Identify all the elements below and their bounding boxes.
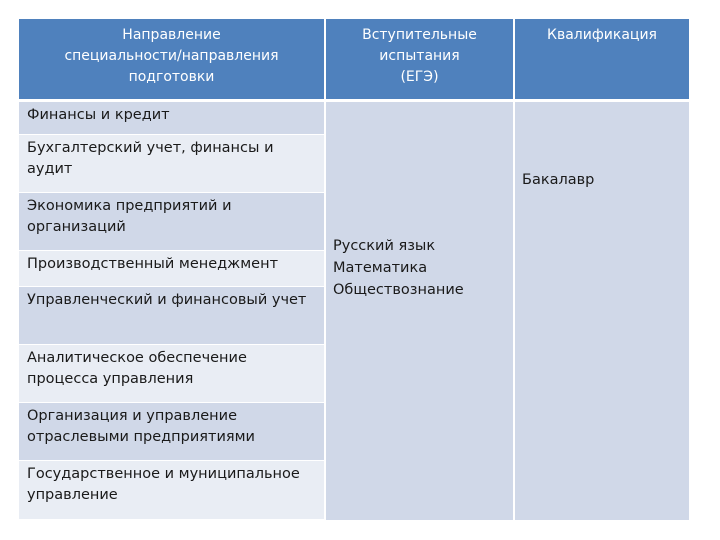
header-direction-line-1: Направление: [122, 27, 221, 43]
header-exams-line-3: (ЕГЭ): [400, 69, 439, 85]
program-row-2: Бухгалтерский учет, финансы и аудит: [19, 135, 326, 193]
exam-subject-3: Обществознание: [333, 282, 464, 298]
header-direction-line-2: специальности/направления: [64, 48, 279, 64]
header-direction-line-3: подготовки: [128, 69, 215, 85]
header-qualification: Квалификация: [515, 19, 689, 102]
program-row-3: Экономика предприятий и организаций: [19, 193, 326, 251]
program-row-1: Финансы и кредит: [19, 102, 326, 135]
program-row-4: Производственный менеджмент: [19, 251, 326, 287]
program-row-7: Организация и управление отраслевыми предприятиями: [19, 403, 326, 461]
program-row-6: Аналитическое обеспечение процесса управления: [19, 345, 326, 403]
header-exams-line-2: испытания: [379, 48, 460, 64]
exam-subject-1: Русский язык: [333, 238, 436, 254]
header-exams: [326, 19, 515, 102]
program-row-5: Управленческий и финансовый учет: [19, 287, 326, 345]
entrance-exams-cell: [326, 102, 515, 520]
programs-table: [19, 19, 689, 520]
qualification-cell: [515, 102, 689, 520]
header-exams-line-1: Вступительные: [362, 27, 477, 43]
exam-subject-2: Математика: [333, 260, 428, 276]
qualification-value: Бакалавр: [522, 172, 595, 188]
header-direction: [19, 19, 326, 102]
program-row-8: Государственное и муниципальное управление: [19, 461, 326, 520]
